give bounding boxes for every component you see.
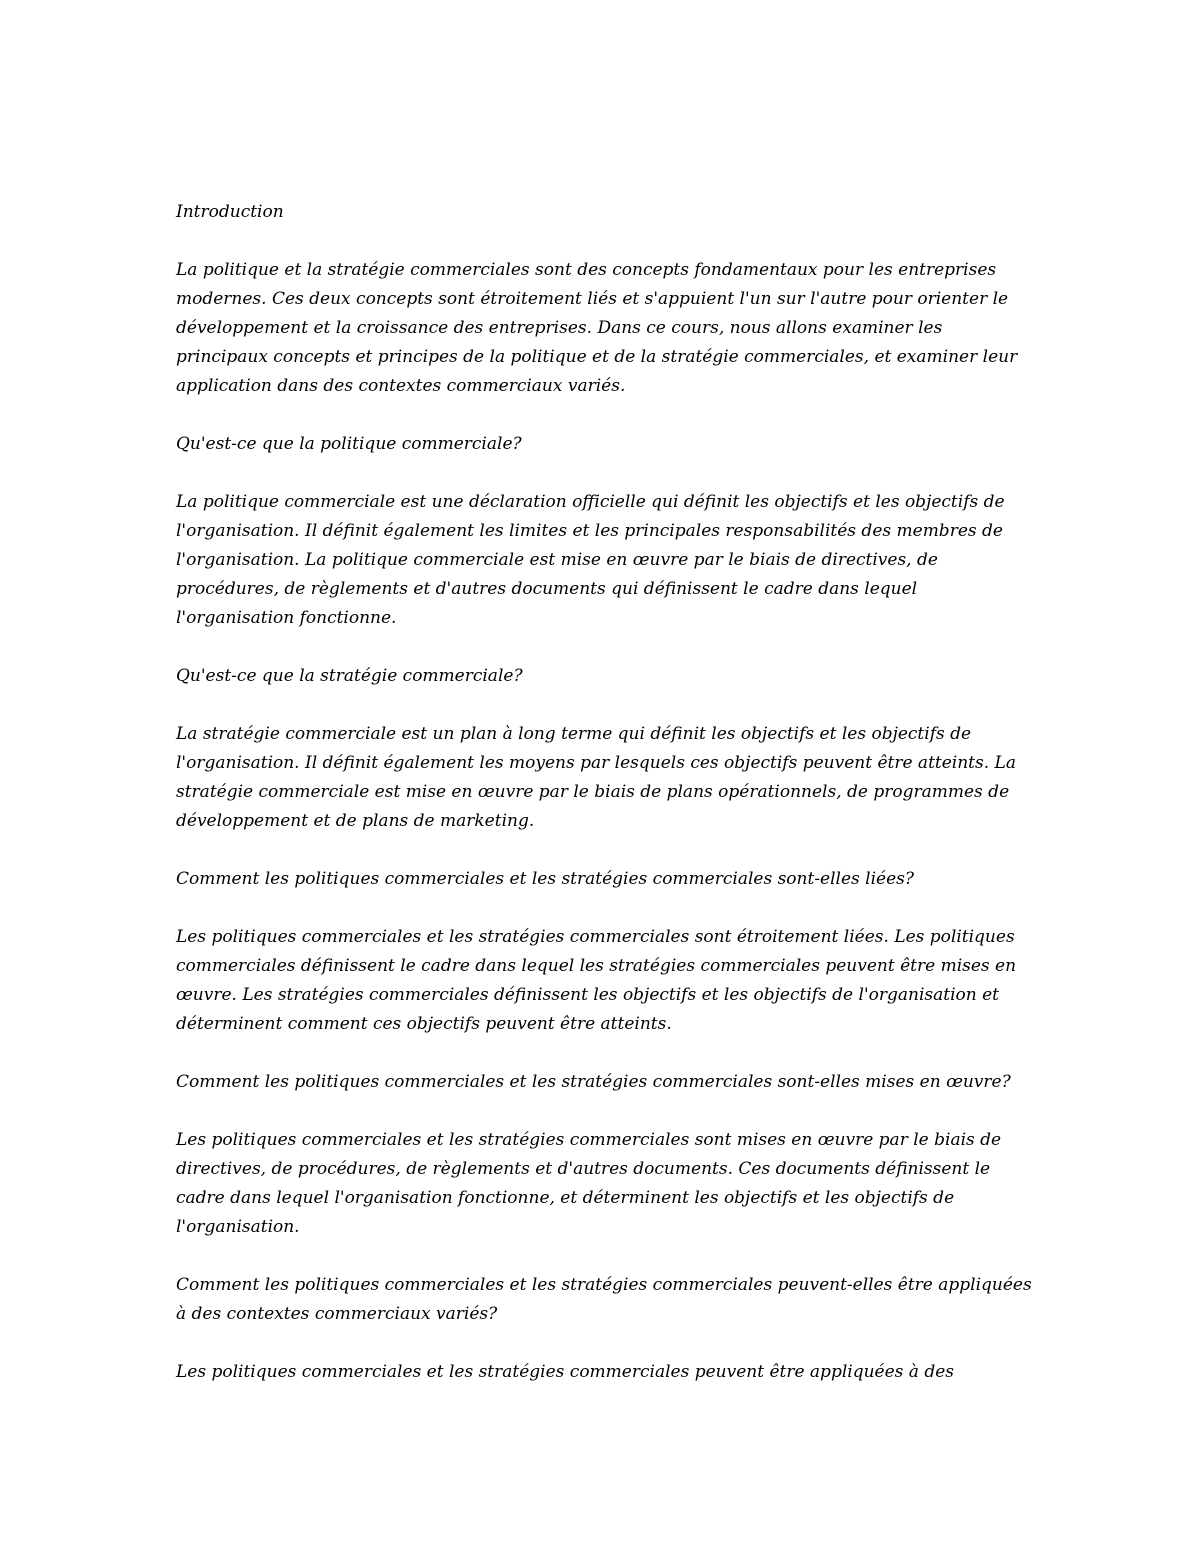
question-4-heading: Comment les politiques commerciales et les stratégies commerciales sont-elles mises en œuvre? bbox=[176, 1072, 1011, 1092]
question-4-paragraph: Les politiques commerciales et les stratégies commerciales sont mises en œuvre par le biais de directives, de procédures, de règlements et d'autres documents. Ces documents définissent le cadre dans lequel l'organisation fonctionne, et déterminent les objectifs et les objectifs de l'organisation. bbox=[176, 1130, 1002, 1237]
question-3-heading: Comment les politiques commerciales et les stratégies commerciales sont-elles liées? bbox=[176, 869, 915, 889]
question-3-paragraph: Les politiques commerciales et les stratégies commerciales sont étroitement liées. Les politiques commerciales définissent le cadre dans lequel les stratégies commerciales peuvent être mises en œuvre. Les stratégies commerciales définissent les objectifs et les objectifs de l'organisation et déterminent comment ces objectifs peuvent être atteints. bbox=[176, 927, 1017, 1034]
intro-heading: Introduction bbox=[176, 202, 284, 222]
question-5-paragraph: Les politiques commerciales et les stratégies commerciales peuvent être appliquées à des bbox=[176, 1362, 954, 1382]
intro-paragraph: La politique et la stratégie commerciales sont des concepts fondamentaux pour les entreprises modernes. Ces deux concepts sont étroitement liés et s'appuient l'un sur l'autre pour orienter le développement et la croissance des entreprises. Dans ce cours, nous allons examiner les principaux concepts et principes de la politique et de la stratégie commerciales, et examiner leur application dans des contextes commerciaux variés. bbox=[176, 260, 1018, 396]
question-1-heading: Qu'est-ce que la politique commerciale? bbox=[176, 434, 522, 454]
document-body bbox=[176, 198, 1036, 1387]
question-2-paragraph: La stratégie commerciale est un plan à long terme qui définit les objectifs et les objectifs de l'organisation. Il définit également les moyens par lesquels ces objectifs peuvent être atteints. La stratégie commerciale est mise en œuvre par le biais de plans opérationnels, de programmes de développement et de plans de marketing. bbox=[176, 724, 1016, 831]
question-1-paragraph: La politique commerciale est une déclaration officielle qui définit les objectifs et les objectifs de l'organisation. Il définit également les limites et les principales responsabilités des membres de l'organisation. La politique commerciale est mise en œuvre par le biais de directives, de procédures, de règlements et d'autres documents qui définissent le cadre dans lequel l'organisation fonctionne. bbox=[176, 492, 1005, 628]
question-5-heading: Comment les politiques commerciales et les stratégies commerciales peuvent-elles être appliquées à des contextes commerciaux variés? bbox=[176, 1275, 1032, 1324]
question-2-heading: Qu'est-ce que la stratégie commerciale? bbox=[176, 666, 523, 686]
